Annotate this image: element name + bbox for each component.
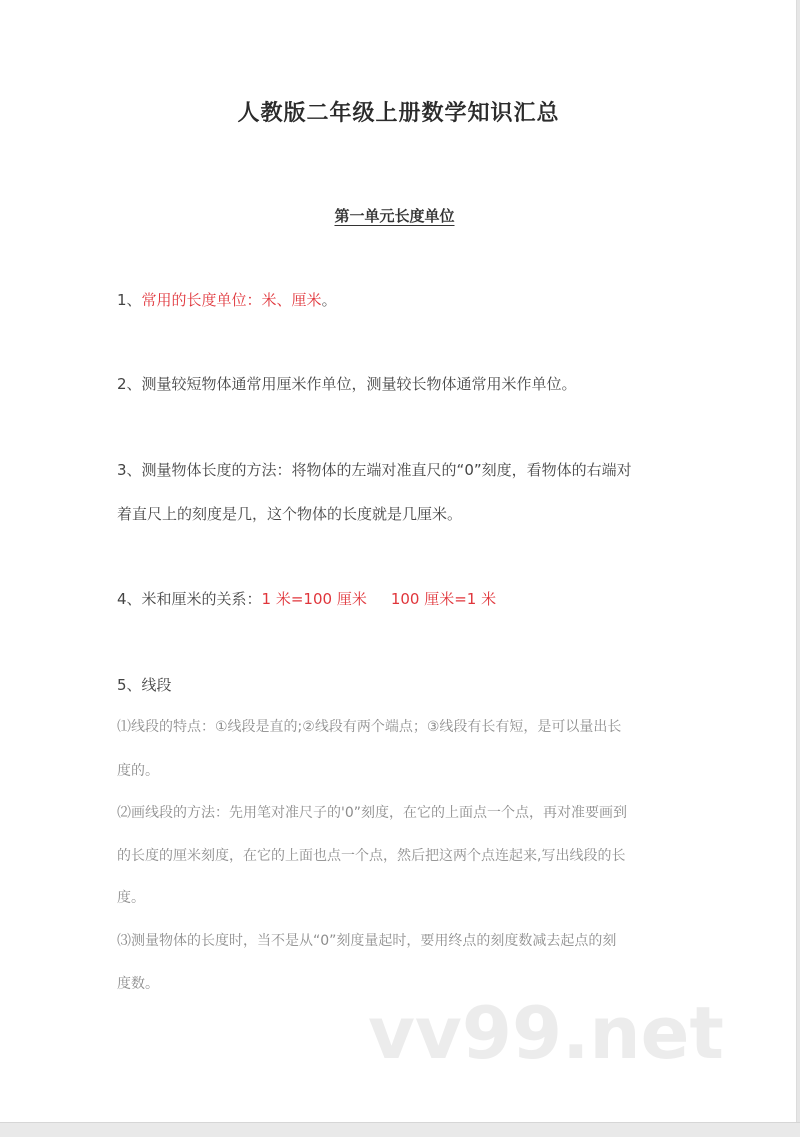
sub-item-3-line-1: ⑶测量物体的长度时，当不是从“0”刻度量起时，要用终点的刻度数减去起点的刻 bbox=[117, 933, 617, 949]
item-4 bbox=[117, 589, 496, 609]
item-1-suffix: 。 bbox=[321, 291, 337, 309]
sub-item-2-line-2: 的长度的厘米刻度，在它的上面也点一个点，然后把这两个点连起来,写出线段的长 bbox=[117, 848, 626, 864]
item-5-heading: 5、线段 bbox=[117, 676, 172, 694]
item-4-relation-1: 1 米=100 厘米 bbox=[261, 590, 367, 608]
sub-item-2-line-1: ⑵画线段的方法：先用笔对准尺子的'0”刻度，在它的上面点一个点，再对准要画到 bbox=[117, 805, 628, 821]
item-3-line-1: 3、测量物体长度的方法：将物体的左端对准直尺的“0”刻度，看物体的右端对 bbox=[117, 461, 632, 479]
item-1 bbox=[117, 290, 337, 310]
sub-item-2-line-3: 度。 bbox=[117, 890, 145, 906]
sub-item-1-line-1: ⑴线段的特点：①线段是直的;②线段有两个端点；③线段有长有短，是可以量出长 bbox=[117, 719, 622, 735]
item-3-line-2: 着直尺上的刻度是几，这个物体的长度就是几厘米。 bbox=[117, 505, 463, 523]
section-title-text: 第一单元长度单位 bbox=[334, 207, 455, 225]
watermark: vv99.net bbox=[368, 991, 724, 1075]
section-title bbox=[0, 205, 797, 226]
page-bottom-bar bbox=[0, 1122, 800, 1137]
sub-item-1-line-2: 度的。 bbox=[117, 763, 159, 779]
page-right-edge bbox=[796, 0, 800, 1137]
item-1-number: 1、 bbox=[117, 291, 142, 309]
document-title: 人教版二年级上册数学知识汇总 bbox=[237, 101, 560, 126]
item-2: 2、测量较短物体通常用厘米作单位，测量较长物体通常用米作单位。 bbox=[117, 375, 577, 393]
item-4-label: 4、米和厘米的关系： bbox=[117, 590, 262, 608]
item-1-highlight: 常用的长度单位：米、厘米 bbox=[141, 291, 322, 309]
item-4-relation-2: 100 厘米=1 米 bbox=[390, 590, 497, 608]
sub-item-3-line-2: 度数。 bbox=[117, 976, 159, 992]
